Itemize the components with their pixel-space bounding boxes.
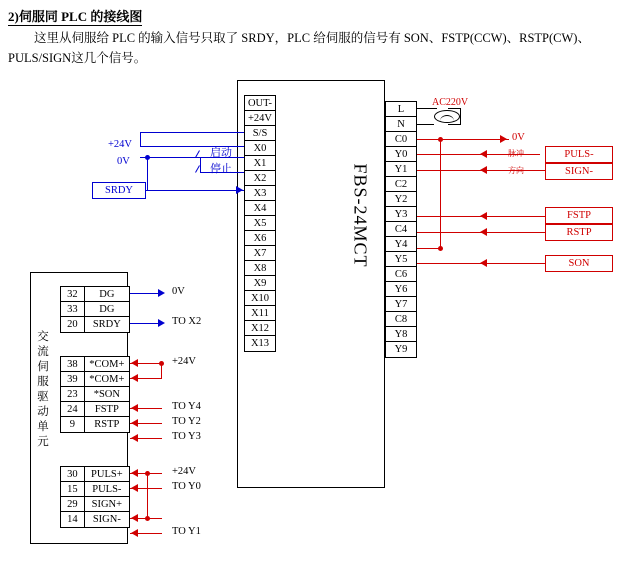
- label-plus24v-input: +24V: [108, 139, 133, 150]
- srdy-box[interactable]: SRDY: [92, 182, 146, 199]
- switch-start-label: 启动: [210, 147, 232, 159]
- servo-terminal-row[interactable]: [61, 482, 129, 497]
- servo-terminal-number: 33: [61, 302, 85, 316]
- wire-ac-N: [417, 124, 434, 125]
- arrow-y0: [480, 150, 487, 158]
- terminal[interactable]: X6: [245, 231, 275, 246]
- terminal[interactable]: N: [386, 117, 416, 132]
- servo-title-char: 单: [37, 421, 49, 433]
- terminal[interactable]: C0: [386, 132, 416, 147]
- terminal[interactable]: X8: [245, 261, 275, 276]
- arrow-y3: [480, 228, 487, 236]
- terminal[interactable]: X7: [245, 246, 275, 261]
- label-0v-input: 0V: [117, 156, 130, 167]
- terminal[interactable]: X13: [250, 338, 270, 349]
- sign-box[interactable]: SIGN-: [545, 163, 613, 180]
- terminal[interactable]: Y9: [394, 344, 408, 355]
- servo-terminal-signal: *SON: [93, 389, 120, 400]
- label-rstp-y3: TO Y3: [172, 431, 201, 442]
- terminal[interactable]: X1: [245, 156, 275, 171]
- intro-paragraph: [8, 28, 608, 68]
- servo-terminal-number: 15: [61, 482, 85, 496]
- wire-0v-srdy-link: [147, 186, 148, 190]
- servo-terminal-number: 23: [61, 387, 85, 401]
- terminal[interactable]: Y0: [386, 147, 416, 162]
- wire-c0-0v: [417, 139, 509, 140]
- terminal[interactable]: Y8: [386, 327, 416, 342]
- wire-0v-down: [147, 157, 148, 187]
- servo-terminal-signal: SIGN-: [92, 514, 121, 525]
- wire-24v-top: [140, 132, 244, 133]
- arrow-c0: [500, 135, 507, 143]
- terminal[interactable]: +24V: [245, 111, 275, 126]
- arrow-srdy-x2: [158, 319, 165, 327]
- wire-ac-top: [448, 108, 461, 109]
- terminal[interactable]: OUT-: [245, 96, 275, 111]
- servo-terminal-number: 32: [61, 287, 85, 301]
- servo-terminal-signal: DG: [99, 289, 115, 300]
- servo-terminal-row[interactable]: [61, 317, 129, 332]
- arrow-son-y4: [131, 404, 138, 412]
- servo-terminal-row[interactable]: [61, 402, 129, 417]
- servo-title-char: 动: [37, 406, 49, 418]
- servo-terminal-row[interactable]: [61, 372, 129, 387]
- servo-terminal-row[interactable]: [61, 467, 129, 482]
- arrow-puls-24v: [131, 469, 138, 477]
- wire-com-bridge: [161, 363, 162, 378]
- terminal[interactable]: C4: [386, 222, 416, 237]
- pulse-note-1: 脉冲: [508, 149, 524, 158]
- rstp-box[interactable]: RSTP: [545, 224, 613, 241]
- servo-terminal-signal: PULS+: [91, 469, 123, 480]
- servo-terminal-row[interactable]: [61, 512, 129, 527]
- servo-terminal-number: 30: [61, 467, 85, 481]
- plc-right-terminal-strip: [385, 101, 417, 358]
- plc-left-terminal-strip: [244, 95, 276, 352]
- wire-start-left: [200, 157, 210, 158]
- terminal[interactable]: S/S: [245, 126, 275, 141]
- label-sign-y1: TO Y1: [172, 526, 201, 537]
- terminal[interactable]: Y4: [386, 237, 416, 252]
- terminal[interactable]: X2: [245, 171, 275, 186]
- servo-title-char: 交: [37, 331, 49, 343]
- servo-terminal-group-1: [60, 286, 130, 333]
- label-puls-y0: TO Y0: [172, 481, 201, 492]
- terminal[interactable]: X9: [245, 276, 275, 291]
- servo-terminal-row[interactable]: [61, 497, 129, 512]
- terminal[interactable]: Y5: [386, 252, 416, 267]
- wire-stop-left: [200, 172, 210, 173]
- terminal[interactable]: X3: [245, 186, 275, 201]
- terminal[interactable]: X11: [245, 306, 275, 321]
- servo-terminal-number: 38: [61, 357, 85, 371]
- servo-terminal-number: 20: [61, 317, 85, 332]
- wire-c4-bus: [417, 248, 442, 249]
- arrow-rstp-y3: [131, 434, 138, 442]
- arrow-y4: [480, 259, 487, 267]
- terminal[interactable]: X12: [245, 321, 275, 336]
- arrow-sign-24v: [131, 514, 138, 522]
- servo-terminal-signal: *COM+: [89, 359, 125, 370]
- servo-terminal-row[interactable]: [61, 302, 129, 317]
- wire-ac-L: [417, 108, 437, 109]
- label-puls-24v: +24V: [172, 466, 197, 477]
- servo-terminal-row[interactable]: [61, 357, 129, 372]
- servo-terminal-signal: SIGN+: [91, 499, 123, 510]
- servo-terminal-signal: FSTP: [94, 404, 119, 415]
- terminal[interactable]: C8: [386, 312, 416, 327]
- servo-title-char: 服: [37, 376, 49, 388]
- terminal[interactable]: C6: [386, 267, 416, 282]
- terminal[interactable]: Y3: [386, 207, 416, 222]
- paragraph-text: 这里从伺服给 PLC 的输入信号只取了 SRDY，PLC 给伺服的信号有 SON、FSTP(CCW)、RSTP(CW)、PULS/SIGN这几个信号。: [8, 31, 590, 65]
- terminal[interactable]: L: [386, 102, 416, 117]
- label-fstp-y2: TO Y2: [172, 416, 201, 427]
- ac-source-label: AC220V: [432, 97, 469, 108]
- page-title: [8, 6, 142, 25]
- servo-title-char: 伺: [37, 361, 49, 373]
- servo-terminal-number: 9: [61, 417, 85, 432]
- page-title-text: 2)伺服同 PLC 的接线图: [8, 9, 143, 24]
- wire-srdy-to-x2: [146, 190, 244, 191]
- servo-title-char: 流: [37, 346, 49, 358]
- switch-stop-label: 停止: [210, 163, 232, 175]
- servo-terminal-signal: PULS-: [92, 484, 122, 495]
- terminal[interactable]: Y6: [386, 282, 416, 297]
- servo-terminal-number: 29: [61, 497, 85, 511]
- label-0v-output: 0V: [512, 132, 525, 143]
- servo-terminal-signal: *COM+: [89, 374, 125, 385]
- servo-terminal-group-3: [60, 466, 130, 528]
- wire-puls-bridge: [147, 473, 148, 518]
- terminal[interactable]: C2: [386, 177, 416, 192]
- servo-terminal-signal: RSTP: [94, 419, 120, 430]
- arrow-y2: [480, 212, 487, 220]
- arrow-fstp-y2: [131, 419, 138, 427]
- terminal[interactable]: X10: [245, 291, 275, 306]
- servo-terminal-number: 14: [61, 512, 85, 527]
- puls-box[interactable]: PULS-: [545, 146, 613, 163]
- wire-stop-down: [200, 157, 201, 172]
- wire-ac-right: [460, 108, 461, 125]
- arrow-com-24v: [131, 359, 138, 367]
- arrow-dg-0v: [158, 289, 165, 297]
- arrow-puls-y0: [131, 484, 138, 492]
- arrow-srdy-to-x2: [236, 186, 243, 194]
- junction-c0: [438, 137, 443, 142]
- terminal[interactable]: Y2: [386, 192, 416, 207]
- servo-terminal-group-2: [60, 356, 130, 433]
- label-srdy-x2: TO X2: [172, 316, 202, 327]
- ac-source-icon: [434, 110, 460, 123]
- arrow-y1: [480, 166, 487, 174]
- terminal[interactable]: Y1: [386, 162, 416, 177]
- servo-drive-title: [34, 330, 52, 450]
- servo-terminal-signal: SRDY: [92, 319, 121, 330]
- servo-terminal-number: 39: [61, 372, 85, 386]
- servo-terminal-signal: DG: [99, 304, 115, 315]
- servo-terminal-row[interactable]: [61, 287, 129, 302]
- servo-terminal-number: 24: [61, 402, 85, 416]
- terminal[interactable]: X4: [245, 201, 275, 216]
- terminal[interactable]: X5: [245, 216, 275, 231]
- label-dg-0v: 0V: [172, 286, 185, 297]
- arrow-com2: [131, 374, 138, 382]
- label-son-y4: TO Y4: [172, 401, 201, 412]
- servo-terminal-row[interactable]: [61, 417, 129, 432]
- fstp-box[interactable]: FSTP: [545, 207, 613, 224]
- terminal[interactable]: X0: [245, 141, 275, 156]
- terminal[interactable]: Y7: [386, 297, 416, 312]
- wire-0v-right: [140, 157, 200, 158]
- plc-model-label: FBS-24MCT: [350, 163, 371, 268]
- son-box[interactable]: SON: [545, 255, 613, 272]
- servo-terminal-row[interactable]: [61, 387, 129, 402]
- wire-24v-up: [140, 132, 141, 146]
- label-com-24v: +24V: [172, 356, 197, 367]
- servo-title-char: 元: [37, 436, 49, 448]
- servo-title-char: 驱: [37, 391, 49, 403]
- wire-ac-bottom: [448, 124, 461, 125]
- pulse-note-2: 方向: [508, 166, 524, 175]
- arrow-sign-y1: [131, 529, 138, 537]
